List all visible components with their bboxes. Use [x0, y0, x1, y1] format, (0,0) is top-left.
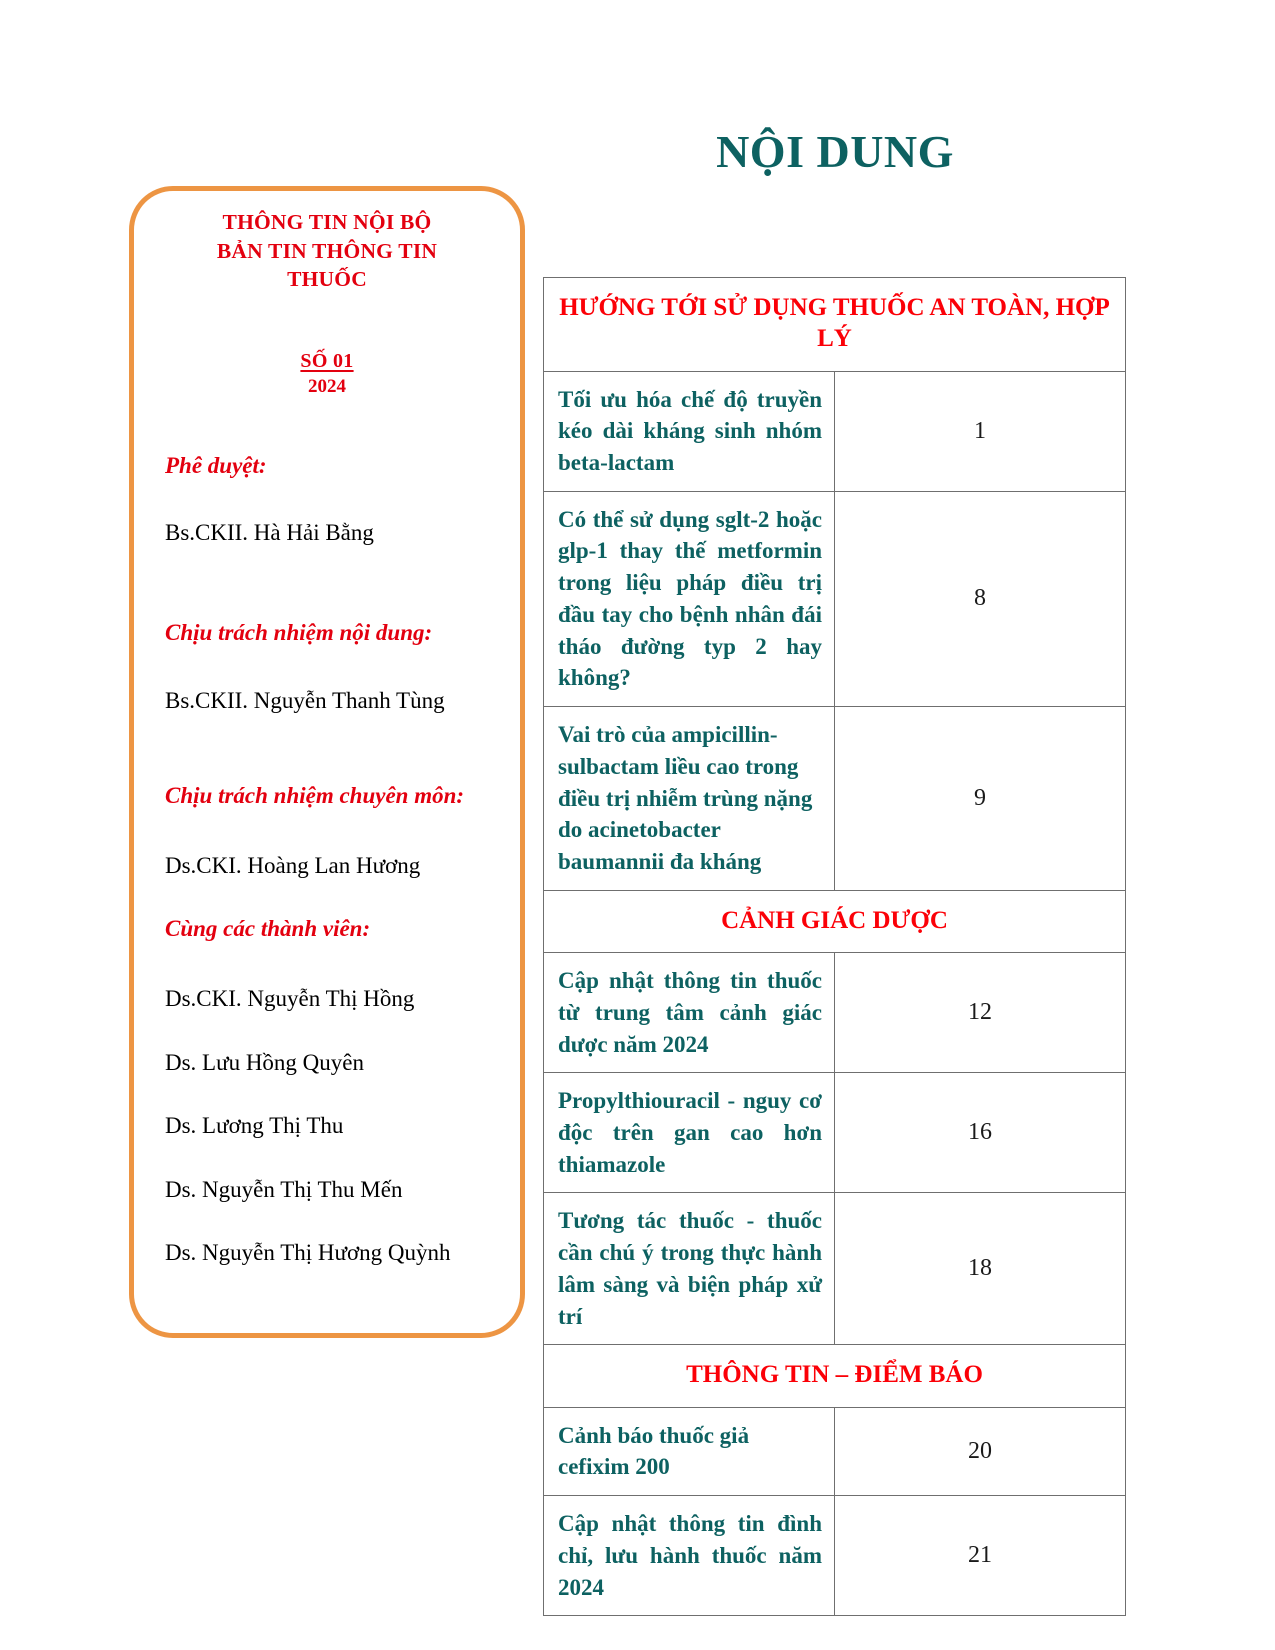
credit-name-member-5: Ds. Nguyễn Thị Hương Quỳnh	[165, 1240, 451, 1266]
issue-number: SỐ 01	[300, 349, 354, 372]
credit-role-members: Cùng các thành viên:	[165, 916, 371, 942]
toc-entry-title: Cập nhật thông tin đình chỉ, lưu hành thuốc năm 2024	[544, 1496, 835, 1616]
masthead	[155, 208, 499, 294]
section-heading-2: CẢNH GIÁC DƯỢC	[544, 890, 1126, 952]
credit-name-member-3: Ds. Lương Thị Thu	[165, 1113, 344, 1139]
toc-entry-page: 18	[835, 1193, 1126, 1345]
page-title: NỘI DUNG	[716, 126, 954, 177]
credit-role-professional: Chịu trách nhiệm chuyên môn:	[165, 783, 465, 809]
issue-year: 2024	[308, 375, 346, 397]
section-heading-1: HƯỚNG TỚI SỬ DỤNG THUỐC AN TOÀN, HỢP LÝ	[544, 278, 1126, 372]
toc-entry-page: 21	[835, 1496, 1126, 1616]
table-row	[544, 953, 1126, 1073]
credit-name-member-2: Ds. Lưu Hồng Quyên	[165, 1049, 365, 1075]
table-row	[544, 491, 1126, 706]
credits-list	[155, 452, 499, 1267]
masthead-line-2: BẢN TIN THÔNG TIN	[216, 238, 438, 263]
toc-entry-page: 20	[835, 1407, 1126, 1495]
toc-entry-title: Cảnh báo thuốc giả cefixim 200	[544, 1407, 835, 1495]
table-row	[544, 1073, 1126, 1193]
toc-entry-page: 9	[835, 707, 1126, 891]
table-row-section-heading	[544, 278, 1126, 372]
toc-entry-title: Tương tác thuốc - thuốc cần chú ý trong thực hành lâm sàng và biện pháp xử trí	[544, 1193, 835, 1345]
table-row	[544, 371, 1126, 491]
toc-entry-title: Propylthiouracil - nguy cơ độc trên gan cao hơn thiamazole	[544, 1073, 835, 1193]
masthead-line-3: THUỐC	[287, 267, 367, 292]
toc-entry-title: Cập nhật thông tin thuốc từ trung tâm cảnh giác dược năm 2024	[544, 953, 835, 1073]
credit-name-approver: Bs.CKII. Hà Hải Bằng	[165, 520, 374, 546]
toc-entry-page: 8	[835, 491, 1126, 706]
table-row	[544, 1407, 1126, 1495]
credit-name-member-1: Ds.CKI. Nguyễn Thị Hồng	[165, 985, 415, 1011]
toc-entry-page: 16	[835, 1073, 1126, 1193]
table-row-section-heading	[544, 890, 1126, 952]
sidebar	[129, 186, 525, 1338]
table-of-contents	[543, 277, 1126, 1616]
section-heading-3: THÔNG TIN – ĐIỂM BÁO	[544, 1345, 1126, 1407]
issue-block	[155, 350, 499, 398]
toc-entry-page: 12	[835, 953, 1126, 1073]
table-row	[544, 707, 1126, 891]
credit-name-member-4: Ds. Nguyễn Thị Thu Mến	[165, 1176, 403, 1202]
credit-name-professional: Ds.CKI. Hoàng Lan Hương	[165, 852, 421, 878]
toc-entry-title: Vai trò của ampicillin-sulbactam liều cao trong điều trị nhiễm trùng nặng do acinetobacter baumannii đa kháng	[544, 707, 835, 891]
credit-role-content: Chịu trách nhiệm nội dung:	[165, 619, 433, 645]
table-row	[544, 1496, 1126, 1616]
table-row	[544, 1193, 1126, 1345]
toc-entry-title: Có thể sử dụng sglt-2 hoặc glp-1 thay thế metformin trong liệu pháp điều trị đầu tay cho bệnh nhân đái tháo đường typ 2 hay không?	[544, 491, 835, 706]
credit-role-approver: Phê duyệt:	[165, 452, 267, 478]
masthead-line-1: THÔNG TIN NỘI BỘ	[222, 210, 432, 234]
credit-name-content: Bs.CKII. Nguyễn Thanh Tùng	[165, 687, 445, 713]
toc-entry-title: Tối ưu hóa chế độ truyền kéo dài kháng sinh nhóm beta-lactam	[544, 371, 835, 491]
toc-entry-page: 1	[835, 371, 1126, 491]
table-row-section-heading	[544, 1345, 1126, 1407]
